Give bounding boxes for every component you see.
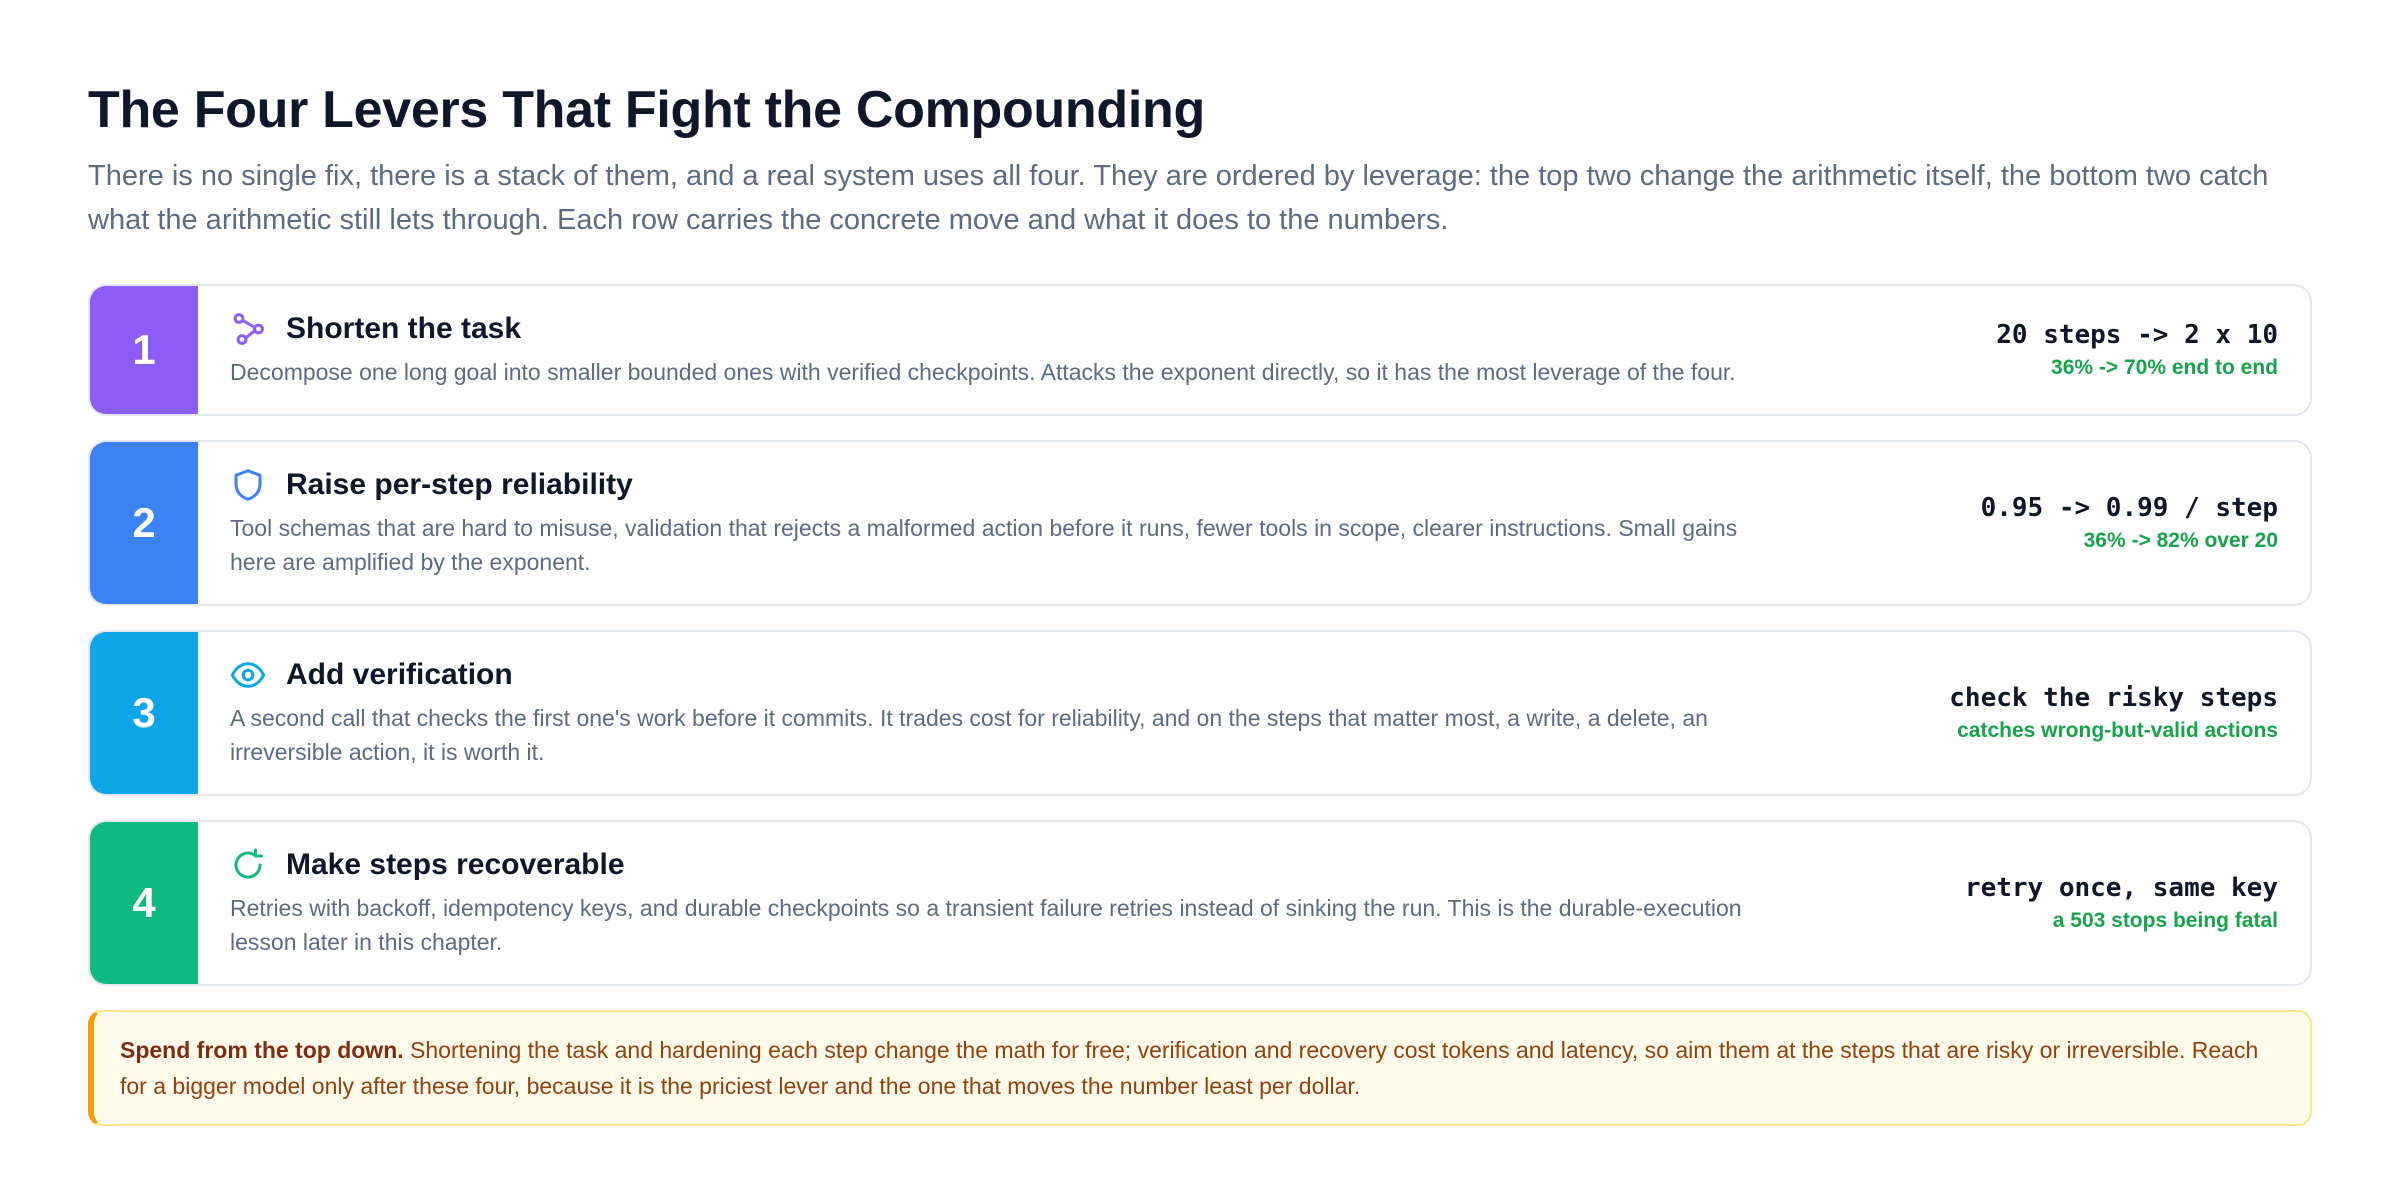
lever-card-1 — [88, 284, 2312, 416]
lever-card-4 — [88, 820, 2312, 986]
callout-text: Shortening the task and hardening each step change the math for free; verification and recovery cost tokens and latency, so aim them at the steps that are risky or irreversible. Reach for a bigger model only after these four, because it is the priciest lever and the one that moves the number least per dollar. — [120, 1037, 2259, 1099]
lever-description: Decompose one long goal into smaller bounded ones with verified checkpoints. Attacks the exponent directly, so it has the most leverage of the four. — [230, 359, 1736, 385]
route-icon — [230, 311, 266, 347]
lever-metric: retry once, same key — [1964, 873, 2278, 903]
lever-card-3 — [88, 630, 2312, 796]
refresh-icon — [230, 847, 266, 883]
lever-title: Shorten the task — [286, 312, 522, 345]
callout-note — [88, 1010, 2312, 1126]
eye-icon — [230, 657, 266, 693]
lever-description: A second call that checks the first one's work before it commits. It trades cost for reliability, and on the steps that matter most, a write, a delete, an irreversible action, it is worth it. — [230, 705, 1708, 765]
lever-metric: check the risky steps — [1949, 683, 2278, 713]
lever-title: Raise per-step reliability — [286, 468, 633, 501]
lever-list — [88, 284, 2312, 986]
lever-number-badge: 3 — [90, 632, 198, 794]
lever-number-badge: 4 — [90, 822, 198, 984]
lever-metric: 20 steps -> 2 x 10 — [1996, 320, 2278, 350]
lever-number-badge: 1 — [90, 286, 198, 414]
page — [88, 78, 2312, 1126]
lever-metric: 0.95 -> 0.99 / step — [1980, 493, 2278, 523]
lever-description: Retries with backoff, idempotency keys, and durable checkpoints so a transient failure retries instead of sinking the run. This is the durable-execution lesson later in this chapter. — [230, 895, 1742, 955]
lever-title: Add verification — [286, 658, 513, 691]
lever-number-badge: 2 — [90, 442, 198, 604]
lever-effect: 36% -> 82% over 20 — [2083, 529, 2278, 552]
lever-description: Tool schemas that are hard to misuse, validation that rejects a malformed action before it runs, fewer tools in scope, clearer instructions. Small gains here are amplified by the exponent. — [230, 515, 1738, 575]
lever-effect: a 503 stops being fatal — [2052, 909, 2278, 932]
page-title: The Four Levers That Fight the Compounding — [88, 81, 1205, 139]
shield-icon — [230, 467, 266, 503]
lever-effect: 36% -> 70% end to end — [2051, 356, 2278, 379]
page-subtitle: There is no single fix, there is a stack of them, and a real system uses all four. They are ordered by leverage: the top two change the arithmetic itself, the bottom two catch what the arithmetic still lets through. Each row carries the concrete move and what it does to the numbers. — [88, 160, 2269, 236]
lever-title: Make steps recoverable — [286, 848, 625, 881]
callout-lead: Spend from the top down. — [120, 1037, 404, 1063]
lever-card-2 — [88, 440, 2312, 606]
lever-effect: catches wrong-but-valid actions — [1957, 719, 2278, 742]
